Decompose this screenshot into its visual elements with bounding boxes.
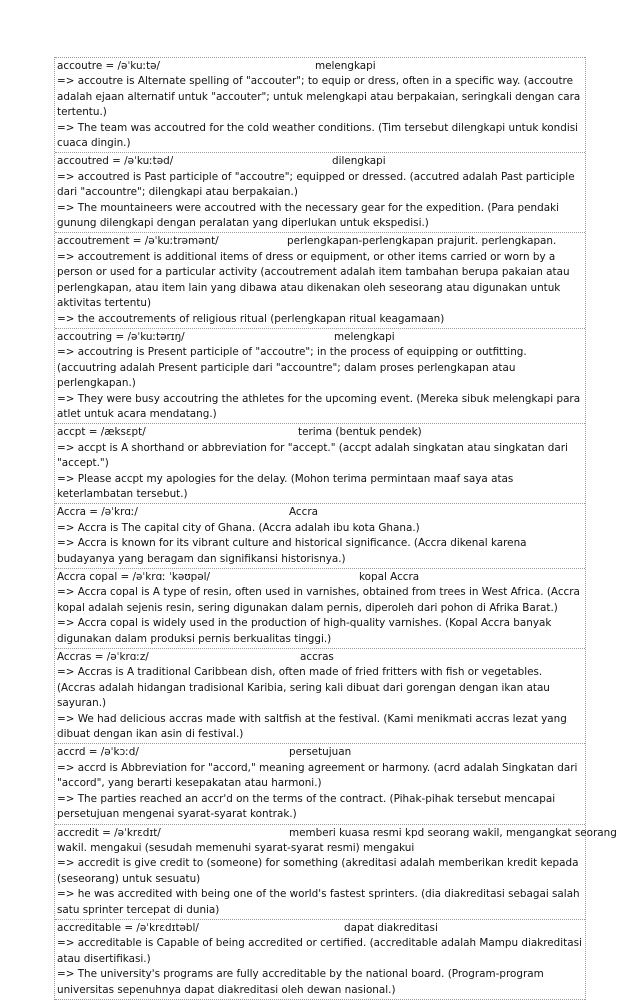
entry-headline bbox=[57, 234, 583, 249]
dictionary-entries bbox=[54, 57, 617, 1000]
entry-example: => We had delicious accras made with saltfish at the festival. (Kami menikmati accras lezat yang dibuat dengan ikan asin di festival.) bbox=[57, 712, 567, 741]
entry-headline bbox=[57, 59, 583, 74]
entry-example: => the accoutrements of religious ritual (perlengkapan ritual keagamaan) bbox=[57, 312, 445, 325]
entry-example: => he was accredited with being one of the world's fastest sprinters. (dia diakreditasi sebagai salah satu sprinter tercepat di dunia) bbox=[57, 888, 580, 916]
entry-meaning-continued: wakil. mengakui (sesudah memenuhi syarat-syarat resmi) mengakui bbox=[57, 841, 415, 854]
entry-example: => Please accpt my apologies for the delay. (Mohon terima permintaan maaf saya atas keterlambatan tersebut.) bbox=[57, 472, 514, 500]
entry-headline bbox=[57, 921, 583, 936]
entry-definition: => accreditable is Capable of being accredited or certified. (accreditable adalah Mampu diakreditasi atau disertifikasi.) bbox=[57, 937, 582, 965]
entry-meaning: dilengkapi bbox=[332, 155, 386, 168]
entry-headline bbox=[57, 330, 583, 345]
entry-example: => Accra copal is widely used in the production of high-quality varnishes. (Kopal Accra banyak digunakan dalam produksi pernis berkualitas tinggi.) bbox=[57, 617, 552, 645]
entry-meaning: persetujuan bbox=[289, 746, 352, 759]
entry-meaning: dapat diakreditasi bbox=[344, 921, 438, 934]
entry-headline bbox=[57, 425, 583, 440]
entry-term: Accra = /əˈkrɑː/ bbox=[57, 506, 138, 519]
entry-definition: => Accra is The capital city of Ghana. (Accra adalah ibu kota Ghana.) bbox=[57, 521, 420, 534]
dictionary-entry bbox=[55, 648, 585, 743]
entry-meaning: memberi kuasa resmi kpd seorang wakil, mengangkat seorang bbox=[289, 826, 617, 839]
entry-definition: => accredit is give credit to (someone) for something (akreditasi adalah memberikan kredit kepada (seseorang) untuk sesuatu) bbox=[57, 857, 579, 885]
entry-meaning: kopal Accra bbox=[359, 571, 420, 583]
entry-example: => The mountaineers were accoutred with the necessary gear for the expedition. (Para pendaki gunung dilengkapi dengan peralatan yang diperlukan untuk ekspedisi.) bbox=[57, 201, 559, 230]
entry-term: accoutrement = /əˈkuːtrəmənt/ bbox=[57, 235, 219, 248]
dictionary-entry bbox=[55, 152, 585, 232]
entry-meaning: melengkapi bbox=[315, 60, 376, 72]
entry-example: => The team was accoutred for the cold weather conditions. (Tim tersebut dilengkapi untuk kondisi cuaca dingin.) bbox=[57, 121, 579, 150]
entry-term: accoutre = /əˈkuːtə/ bbox=[57, 60, 161, 72]
entry-term: accredit = /əˈkrɛdɪt/ bbox=[57, 826, 161, 839]
entry-term: accoutred = /əˈkuːtəd/ bbox=[57, 155, 174, 168]
entry-meaning: Accra bbox=[289, 506, 318, 519]
entry-headline bbox=[57, 154, 583, 169]
entry-definition: => accoutring is Present participle of "accoutre"; in the process of equipping or outfitting. (accuutring adalah Present participle dari "accountre"; dalam proses perlengkapan atau perlengkapan.) bbox=[57, 346, 527, 390]
entry-definition: => accrd is Abbreviation for "accord," meaning agreement or harmony. (acrd adalah Singkatan dari "accord", yang berarti kesepakatan atau harmoni.) bbox=[57, 761, 578, 790]
entry-term: accpt = /æksɛpt/ bbox=[57, 426, 146, 439]
entry-headline bbox=[57, 745, 583, 760]
entry-meaning: terima (bentuk pendek) bbox=[298, 426, 422, 439]
dictionary-entry bbox=[55, 232, 585, 327]
entry-definition: => accoutrement is additional items of dress or equipment, or other items carried or worn by a person or used for a particular activity (accoutrement adalah item tambahan berupa pakaian atau perlengkapan, atau item lain yang dibawa atau dikenakan oleh seseorang atau digunakan untuk aktivitas tertentu) bbox=[57, 250, 570, 310]
entry-example: => Accra is known for its vibrant culture and historical significance. (Accra dikenal karena budayanya yang beragam dan signifikansi historisnya.) bbox=[57, 537, 527, 565]
entry-example: => The university's programs are fully accreditable by the national board. (Program-program universitas sepenuhnya dapat diakreditasi oleh dewan nasional.) bbox=[57, 968, 544, 996]
entry-meaning: melengkapi bbox=[334, 330, 395, 343]
dictionary-entry bbox=[55, 919, 585, 1000]
entry-meaning: perlengkapan-perlengkapan prajurit. perlengkapan. bbox=[287, 235, 557, 248]
entry-definition: => accoutre is Alternate spelling of "accouter"; to equip or dress, often in a specific way. (accoutre adalah ejaan alternatif untuk "accouter"; untuk melengkapi atau berpakaian, seringkali dengan cara tertentu.) bbox=[57, 75, 581, 119]
entry-example: => The parties reached an accr'd on the terms of the contract. (Pihak-pihak tersebut mencapai persetujuan mengenai syarat-syarat kontrak.) bbox=[57, 792, 556, 821]
dictionary-entry bbox=[55, 568, 585, 648]
dictionary-entry bbox=[55, 743, 585, 823]
dictionary-entry bbox=[55, 503, 585, 568]
entry-definition: => accoutred is Past participle of "accoutre"; equipped or dressed. (accutred adalah Past participle dari "accountre"; dilengkapi atau berpakaian.) bbox=[57, 170, 575, 199]
entry-term: accoutring = /əˈkuːtərɪŋ/ bbox=[57, 330, 185, 343]
entry-term: Accra copal = /əˈkrɑː ˈkəʊpəl/ bbox=[57, 571, 211, 583]
dictionary-entry bbox=[55, 328, 585, 423]
entry-headline bbox=[57, 505, 583, 520]
entry-definition: => accpt is A shorthand or abbreviation for "accept." (accpt adalah singkatan atau singkatan dari "accept.") bbox=[57, 441, 568, 470]
entry-example: => They were busy accoutring the athletes for the upcoming event. (Mereka sibuk melengkapi para atlet untuk acara mendatang.) bbox=[57, 392, 581, 420]
entry-headline bbox=[57, 650, 583, 665]
dictionary-entry bbox=[55, 57, 585, 152]
entry-meaning: accras bbox=[300, 651, 334, 664]
entry-definition: => Accra copal is A type of resin, often used in varnishes, obtained from trees in West Africa. (Accra kopal adalah sejenis resin, sering digunakan dalam pernis, diperoleh dari pohon di Afrika Barat.) bbox=[57, 586, 580, 614]
entry-term: accrd = /əˈkɔːd/ bbox=[57, 746, 139, 759]
entry-headline bbox=[57, 826, 617, 841]
entry-term: Accras = /əˈkrɑːz/ bbox=[57, 651, 149, 664]
entry-definition: => Accras is A traditional Caribbean dish, often made of fried fritters with fish or vegetables. (Accras adalah hidangan tradisional Karibia, sering kali dibuat dari gorengan dengan ikan atau sayuran.) bbox=[57, 666, 550, 710]
dictionary-entry bbox=[55, 824, 617, 919]
entry-term: accreditable = /əˈkrɛdɪtəbl/ bbox=[57, 921, 199, 934]
dictionary-entry bbox=[55, 423, 585, 503]
entry-headline bbox=[57, 570, 583, 585]
